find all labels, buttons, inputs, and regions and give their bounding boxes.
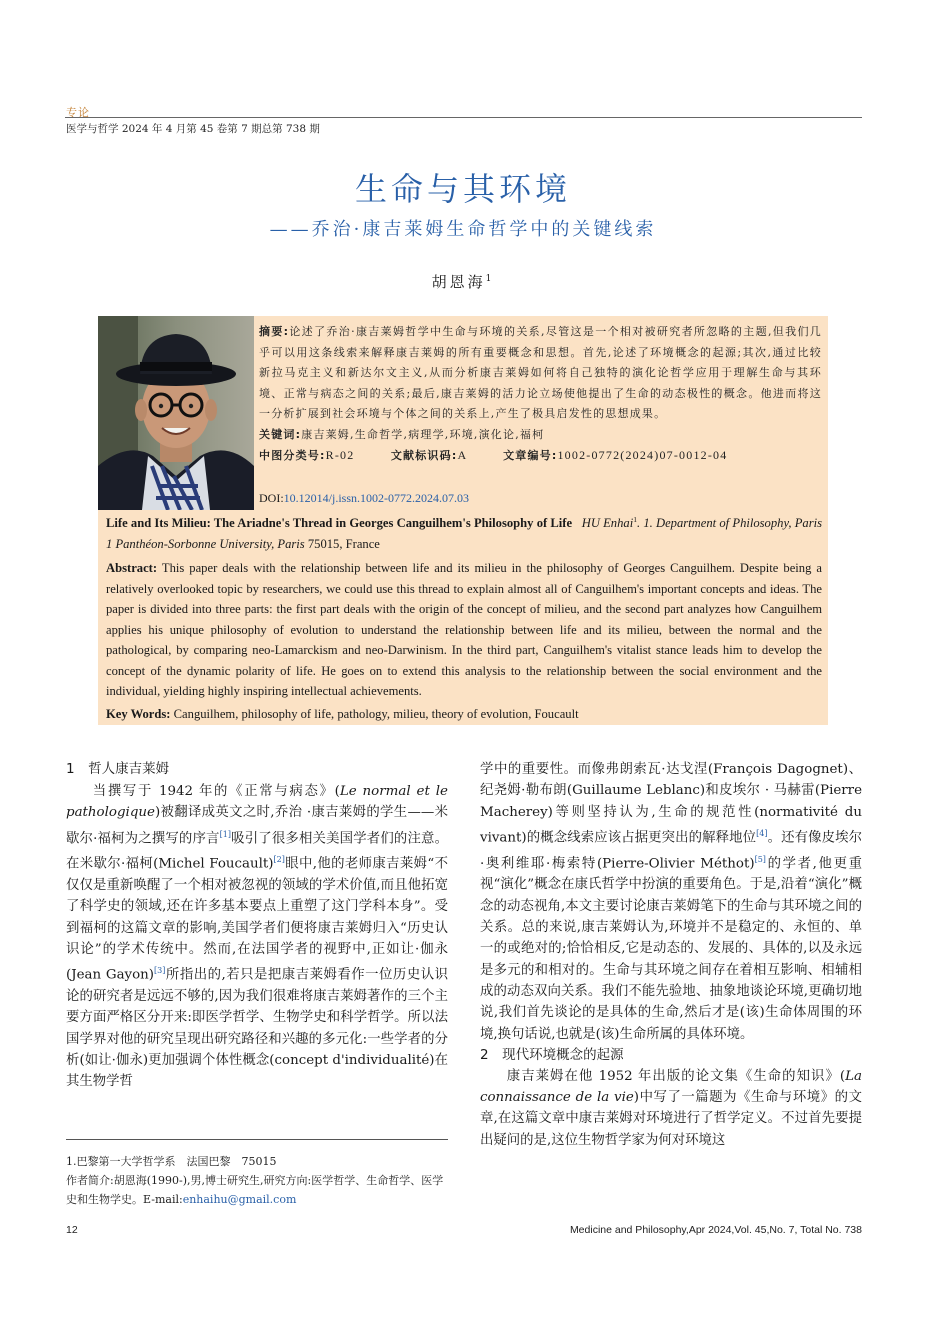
para-text: 的学者,他更重视“演化”概念在康氏哲学中扮演的重要角色。于是,沿着“演化”概念的动态视角,本文主要讨论康吉莱姆笔下的生命与其环境之间的关系。总的来说,康吉莱姆认为,环境并不是稳定的、永恒的、单一的或绝对的;恰恰相反,它是动态的、发展的、具体的,以及永远是多元的和相对的。生命与其环境之间存在着相互影响、相辅相成的动态双向关系。我们不能先验地、抽象地谈论环境,更确切地说,我们首先谈论的是具体的生命,然后才是(该)生命体周围的环境,换句话说,也就是(该)生命所属的具体环境。 xyxy=(480,856,862,1042)
author-photo xyxy=(98,316,254,510)
author-sup: 1 xyxy=(485,274,495,284)
en-postcode: 75015, France xyxy=(307,536,380,551)
doi-line xyxy=(259,489,469,507)
article-title: 生命与其环境 xyxy=(354,170,571,208)
book-title-italic: Le normal et le pathologique xyxy=(66,784,448,821)
doi-label: DOI: xyxy=(259,491,284,505)
continued-paragraph xyxy=(480,759,862,1045)
en-affiliation: . 1. Department of Philosophy, Paris 1 Panthéon-Sorbonne University, Paris xyxy=(106,516,822,551)
section-2-heading: 2 现代环境概念的起源 xyxy=(480,1046,624,1063)
journal-line: 医学与哲学 2024 年 4 月第 45 卷第 7 期总第 738 期 xyxy=(66,123,320,135)
en-keywords: Canguilhem, philosophy of life, pathology, milieu, theory of evolution, Foucault xyxy=(173,706,579,721)
doi-link[interactable]: 10.12014/j.issn.1002-0772.2024.07.03 xyxy=(283,491,470,505)
footnote-rule xyxy=(66,1139,448,1140)
right-column xyxy=(480,759,862,1151)
para-text: 眼中,他的老师康吉莱姆“不仅仅是重新唤醒了一个相对被忽视的领域的学术价值,而且他拓宽了科学史的领域,还在许多基本要点上重塑了这门学科本身”。受到福柯的这篇文章的影响,美国学者们便将康吉莱姆归入“历史认识论”的学术传统中。然而,在法国学者的视野中,正如让·伽永(Jean Gayon) xyxy=(66,856,448,983)
en-abstract-label: Abstract: xyxy=(106,561,158,576)
ref-1-link[interactable]: [1] xyxy=(219,829,231,839)
book-title-italic: La connaissance de la vie xyxy=(480,1068,862,1106)
ref-5-link[interactable]: [5] xyxy=(754,854,766,864)
clc-value: R-02 xyxy=(325,448,355,462)
en-author-sup: 1 xyxy=(633,515,637,524)
article-author xyxy=(0,271,926,292)
en-abstract-text: This paper deals with the relationship between life and its milieu in the philosophy of Georges Canguilhem. Despite being a relatively overlooked topic by researchers, we could use this thread to explain almost all of Canguilhem's important concepts and ideas. The paper is divided into three parts: the first part deals with the origin of the concept of milieu, and the second part analyzes how Canguilhem applies his unique philosophy of evolution to understand the relationship between life and its milieu, between the normal and the pathological, by comparing neo-Lamarckism and neo-Darwinism. In the third part, Canguilhem's vitalist stance leads him to develop the concept of the dynamic polarity of life. He goes on to extend this analysis to the relationship between the social environment and the individual, yielding highly inspiring intellectual achievements. xyxy=(106,561,823,699)
para-text: 所指出的,若只是把康吉莱姆看作一位历史认识论的研究者是远远不够的,因为我们很难将康吉莱姆著作的三个主要方面严格区分开来:即医学哲学、生物学史和科学哲学。所以法国学界对他的研究呈现出研究路径和兴趣的多元化:一些学者的分析(如让·伽永)更加强调个体性概念(concept d'individualité)在其生物学哲 xyxy=(66,967,448,1090)
doc-code-value: A xyxy=(457,448,467,462)
para-text: 当撰写于 1942 年的《正常与病态》( xyxy=(92,784,340,799)
en-title: Life and Its Milieu: The Ariadne's Thread in Georges Canguilhem's Philosophy of Life xyxy=(106,516,573,531)
en-abstract xyxy=(106,510,822,724)
section-1-heading: 1 哲人康吉莱姆 xyxy=(66,761,170,777)
column-label: 专论 xyxy=(66,106,90,119)
left-column xyxy=(66,759,448,1093)
footnote xyxy=(66,1152,452,1209)
cn-keywords: 康吉莱姆,生命哲学,病理学,环境,演化论,福柯 xyxy=(301,427,545,441)
cn-abstract xyxy=(259,322,822,467)
ref-2-link[interactable]: [2] xyxy=(273,855,285,865)
ref-3-link[interactable]: [3] xyxy=(154,966,166,976)
author-name: 胡恩海 xyxy=(431,273,486,291)
para-text: 康吉莱姆在他 1952 年出版的论文集《生命的知识》( xyxy=(506,1068,846,1084)
en-keywords-label: Key Words: xyxy=(106,706,171,721)
page-number: 12 xyxy=(66,1224,78,1236)
author-portrait-icon xyxy=(98,316,254,510)
article-no-label: 文章编号: xyxy=(503,449,558,462)
clc-label: 中图分类号: xyxy=(259,449,326,462)
en-author: HU Enhai xyxy=(581,516,634,531)
para-text: 。还有像皮埃尔·奥利维耶·梅索特(Pierre-Olivier Méthot) xyxy=(480,830,863,872)
para-text: 学中的重要性。而像弗朗索瓦·达戈涅(François Dagognet)、纪尧姆·勒布朗(Guillaume Leblanc)和皮埃尔 · 马赫雷(Pierre Macherey)等则坚持认为,生命的规范性(normativité du vivant)的概念线索应该占据更突出的解释地位 xyxy=(480,762,862,846)
cn-keywords-label: 关键词: xyxy=(259,427,302,441)
article-subtitle: ——乔治·康吉莱姆生命哲学中的关键线索 xyxy=(269,219,657,240)
article-no-value: 1002-0772(2024)07-0012-04 xyxy=(557,448,728,462)
para-text: 吸引了很多相关美国学者们的注意。在米歇尔·福柯(Michel Foucault) xyxy=(66,831,448,872)
footnote-affiliation: 1.巴黎第一大学哲学系 法国巴黎 75015 xyxy=(66,1155,277,1168)
para-text: )被翻译成英文之时,乔治 ·康吉莱姆的学生——米歇尔·福柯为之撰写的序言 xyxy=(66,805,448,847)
ref-4-link[interactable]: [4] xyxy=(756,828,768,838)
para-text: )中写了一篇题为《生命与环境》的文章,在这篇文章中康吉莱姆对环境进行了哲学定义。不过首先要提出疑问的是,这位生物哲学家为何对环境这 xyxy=(480,1090,862,1148)
footnote-author-bio: 作者简介:胡恩海(1990-),男,博士研究生,研究方向:医学哲学、生命哲学、医学史和生物学史。E-mail: xyxy=(66,1174,444,1206)
footer-journal: Medicine and Philosophy,Apr 2024,Vol. 45,No. 7, Total No. 738 xyxy=(569,1224,862,1236)
doc-code-label: 文献标识码: xyxy=(390,449,458,462)
header-rule xyxy=(65,117,862,118)
section-1-paragraph xyxy=(66,781,448,1093)
author-email-link[interactable]: enhaihu@gmail.com xyxy=(182,1193,297,1206)
section-2-paragraph xyxy=(480,1066,862,1151)
cn-abstract-text: 论述了乔治·康吉莱姆哲学中生命与环境的关系,尽管这是一个相对被研究者所忽略的主题,但我们几乎可以用这条线索来解释康吉莱姆的所有重要概念和思想。首先,论述了环境概念的起源;其次,通过比较新拉马克主义和新达尔文主义,从而分析康吉莱姆如何将自己独特的演化论哲学应用于理解生命与其环境、正常与病态之间的关系;最后,康吉莱姆的活力论立场使他提出了生命的动态极性的概念。他进而将这一分析扩展到社会环境与个体之间的关系上,产生了极具启发性的思想成果。 xyxy=(259,325,822,420)
cn-abstract-label: 摘要: xyxy=(259,325,290,338)
